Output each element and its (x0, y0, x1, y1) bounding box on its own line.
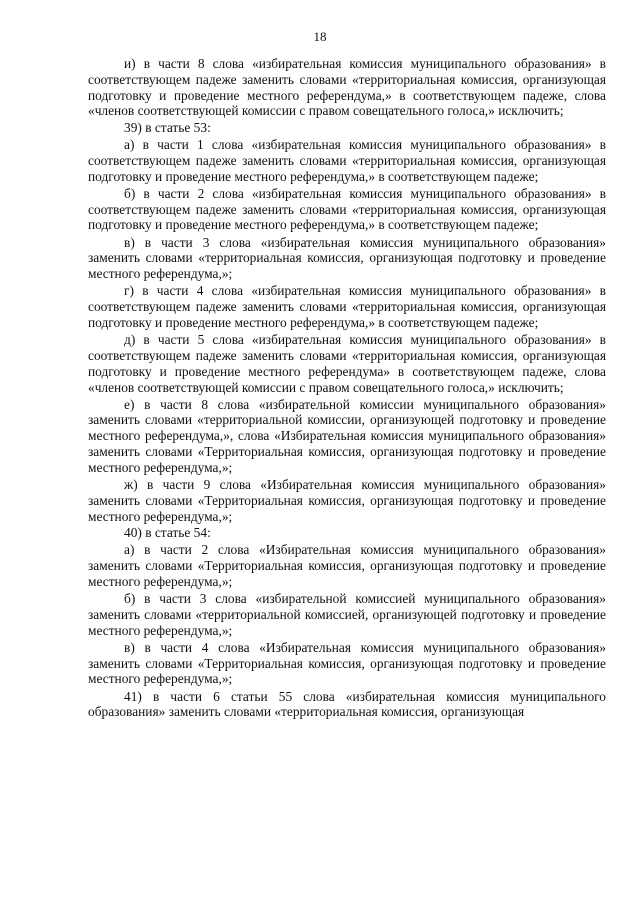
paragraph-item-e: е) в части 8 слова «избирательной комиссии муниципального образования» заменить словами «территориальной комиссии, организующей подготовку и проведение местного референдума,», слова «Избирательная комиссия муниципального образования» заменить словами «Территориальная комиссия, организующая подготовку и проведение местного референдума,»; (88, 396, 606, 475)
paragraph-item-a: а) в части 1 слова «избирательная комиссия муниципального образования» в соответствующем падеже заменить словами «территориальная комиссия, организующая подготовку и проведение местного референдума,» в соответствующем падеже; (88, 136, 606, 184)
paragraph-item-41: 41) в части 6 статьи 55 слова «избирательная комиссия муниципального образования» заменить словами «территориальная комиссия, организующая (88, 688, 606, 720)
paragraph-item-v: в) в части 4 слова «Избирательная комиссия муниципального образования» заменить словами «Территориальная комиссия, организующая подготовку и проведение местного референдума,»; (88, 639, 606, 687)
paragraph-item-d: д) в части 5 слова «избирательная комиссия муниципального образования» в соответствующем падеже заменить словами «территориальная комиссия, организующая подготовку и проведение местного референдума» в соответствующем падеже, слова «членов соответствующей комиссии с правом совещательного голоса,» исключить; (88, 332, 606, 395)
paragraph-item-v: в) в части 3 слова «избирательная комиссия муниципального образования» заменить словами «территориальная комиссия, организующая подготовку и проведение местного референдума,»; (88, 234, 606, 282)
page-number: 18 (313, 29, 327, 44)
paragraph-heading-40: 40) в статье 54: (124, 525, 211, 541)
paragraph-item-a: а) в части 2 слова «Избирательная комиссия муниципального образования» заменить словами «Территориальная комиссия, организующая подготовку и проведение местного референдума,»; (88, 542, 606, 589)
paragraph-item-g: г) в части 4 слова «избирательная комиссия муниципального образования» в соответствующем падеже заменить словами «территориальная комиссия, организующая подготовку и проведение местного референдума,» в соответствующем падеже; (88, 283, 606, 330)
document-body (88, 56, 606, 720)
paragraph-item-i: и) в части 8 слова «избирательная комиссия муниципального образования» в соответствующем падеже заменить словами «территориальная комиссия, организующая подготовку и проведение местного референдума,» в соответствующем падеже, слова «членов соответствующей комиссии с правом совещательного голоса,» исключить; (88, 56, 606, 119)
paragraph-item-b: б) в части 2 слова «избирательная комиссия муниципального образования» в соответствующем падеже заменить словами «территориальная комиссия, организующая подготовку и проведение местного референдума,» в соответствующем падеже; (88, 185, 606, 233)
paragraph-heading-39: 39) в статье 53: (124, 120, 211, 136)
paragraph-item-zh: ж) в части 9 слова «Избирательная комиссия муниципального образования» заменить словами «Территориальная комиссия, организующая подготовку и проведение местного референдума,»; (88, 477, 606, 524)
paragraph-item-b: б) в части 3 слова «избирательной комиссией муниципального образования» заменить словами «территориальной комиссией, организующей подготовку и проведение местного референдума,»; (88, 591, 606, 638)
